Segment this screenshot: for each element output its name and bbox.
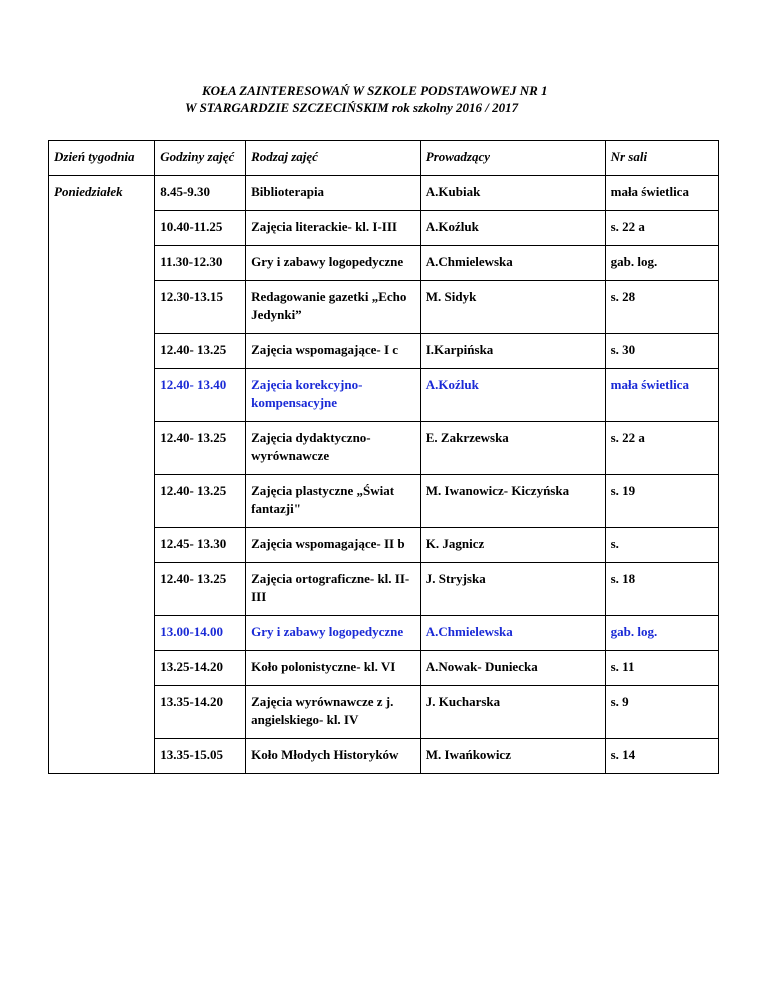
table-row (49, 422, 719, 475)
activity-cell: Gry i zabawy logopedyczne (246, 246, 421, 281)
day-cell (49, 739, 155, 774)
time-cell: 11.30-12.30 (155, 246, 246, 281)
time-cell: 13.25-14.20 (155, 651, 246, 686)
table-row (49, 369, 719, 422)
activity-cell: Zajęcia korekcyjno- kompensacyjne (246, 369, 421, 422)
title-line-1: KOŁA ZAINTERESOWAŃ W SZKOLE PODSTAWOWEJ NR 1 (202, 83, 548, 98)
time-cell: 12.40- 13.25 (155, 334, 246, 369)
schedule-table (48, 140, 719, 774)
time-cell: 12.30-13.15 (155, 281, 246, 334)
teacher-cell: A.Chmielewska (420, 616, 605, 651)
activity-cell: Koło Młodych Historyków (246, 739, 421, 774)
time-cell: 13.35-15.05 (155, 739, 246, 774)
header-activity: Rodzaj zajęć (246, 141, 421, 176)
day-cell (49, 475, 155, 528)
title-line-2: W STARGARDZIE SZCZECIŃSKIM rok szkolny 2016 / 2017 (185, 100, 519, 115)
time-cell: 12.45- 13.30 (155, 528, 246, 563)
header-hours: Godziny zajęć (155, 141, 246, 176)
table-row (49, 686, 719, 739)
teacher-cell: E. Zakrzewska (420, 422, 605, 475)
room-cell: s. (605, 528, 718, 563)
day-cell (49, 334, 155, 369)
table-row (49, 246, 719, 281)
room-cell: s. 9 (605, 686, 718, 739)
activity-cell: Zajęcia wyrównawcze z j. angielskiego- kl. IV (246, 686, 421, 739)
activity-cell: Redagowanie gazetki „Echo Jedynki” (246, 281, 421, 334)
activity-cell: Zajęcia ortograficzne- kl. II-III (246, 563, 421, 616)
day-cell (49, 686, 155, 739)
activity-cell: Biblioterapia (246, 176, 421, 211)
room-cell: s. 22 a (605, 422, 718, 475)
table-row (49, 651, 719, 686)
day-cell (49, 246, 155, 281)
time-cell: 12.40- 13.40 (155, 369, 246, 422)
table-header-row (49, 141, 719, 176)
time-cell: 13.35-14.20 (155, 686, 246, 739)
time-cell: 12.40- 13.25 (155, 422, 246, 475)
room-cell: mała świetlica (605, 369, 718, 422)
teacher-cell: M. Iwanowicz- Kiczyńska (420, 475, 605, 528)
room-cell: s. 14 (605, 739, 718, 774)
teacher-cell: K. Jagnicz (420, 528, 605, 563)
activity-cell: Gry i zabawy logopedyczne (246, 616, 421, 651)
activity-cell: Zajęcia wspomagające- I c (246, 334, 421, 369)
header-room: Nr sali (605, 141, 718, 176)
activity-cell: Koło polonistyczne- kl. VI (246, 651, 421, 686)
teacher-cell: I.Karpińska (420, 334, 605, 369)
room-cell: gab. log. (605, 246, 718, 281)
time-cell: 13.00-14.00 (155, 616, 246, 651)
activity-cell: Zajęcia plastyczne „Świat fantazji" (246, 475, 421, 528)
time-cell: 12.40- 13.25 (155, 475, 246, 528)
table-row (49, 616, 719, 651)
activity-cell: Zajęcia dydaktyczno- wyrównawcze (246, 422, 421, 475)
teacher-cell: A.Koźluk (420, 369, 605, 422)
day-cell (49, 528, 155, 563)
day-cell (49, 281, 155, 334)
table-row (49, 475, 719, 528)
room-cell: s. 19 (605, 475, 718, 528)
day-cell (49, 563, 155, 616)
room-cell: s. 28 (605, 281, 718, 334)
table-row (49, 176, 719, 211)
day-cell (49, 369, 155, 422)
time-cell: 12.40- 13.25 (155, 563, 246, 616)
day-cell (49, 616, 155, 651)
table-row (49, 211, 719, 246)
room-cell: s. 11 (605, 651, 718, 686)
teacher-cell: A.Kubiak (420, 176, 605, 211)
day-cell (49, 651, 155, 686)
table-row (49, 281, 719, 334)
room-cell: s. 18 (605, 563, 718, 616)
activity-cell: Zajęcia literackie- kl. I-III (246, 211, 421, 246)
time-cell: 10.40-11.25 (155, 211, 246, 246)
room-cell: s. 30 (605, 334, 718, 369)
room-cell: s. 22 a (605, 211, 718, 246)
header-teacher: Prowadzący (420, 141, 605, 176)
room-cell: gab. log. (605, 616, 718, 651)
table-row (49, 334, 719, 369)
day-cell (49, 211, 155, 246)
activity-cell: Zajęcia wspomagające- II b (246, 528, 421, 563)
teacher-cell: A.Chmielewska (420, 246, 605, 281)
table-row (49, 739, 719, 774)
teacher-cell: J. Kucharska (420, 686, 605, 739)
day-cell: Poniedziałek (49, 176, 155, 211)
table-row (49, 528, 719, 563)
time-cell: 8.45-9.30 (155, 176, 246, 211)
room-cell: mała świetlica (605, 176, 718, 211)
teacher-cell: J. Stryjska (420, 563, 605, 616)
day-cell (49, 422, 155, 475)
teacher-cell: A.Koźluk (420, 211, 605, 246)
header-day: Dzień tygodnia (49, 141, 155, 176)
teacher-cell: M. Sidyk (420, 281, 605, 334)
teacher-cell: A.Nowak- Duniecka (420, 651, 605, 686)
table-row (49, 563, 719, 616)
teacher-cell: M. Iwańkowicz (420, 739, 605, 774)
